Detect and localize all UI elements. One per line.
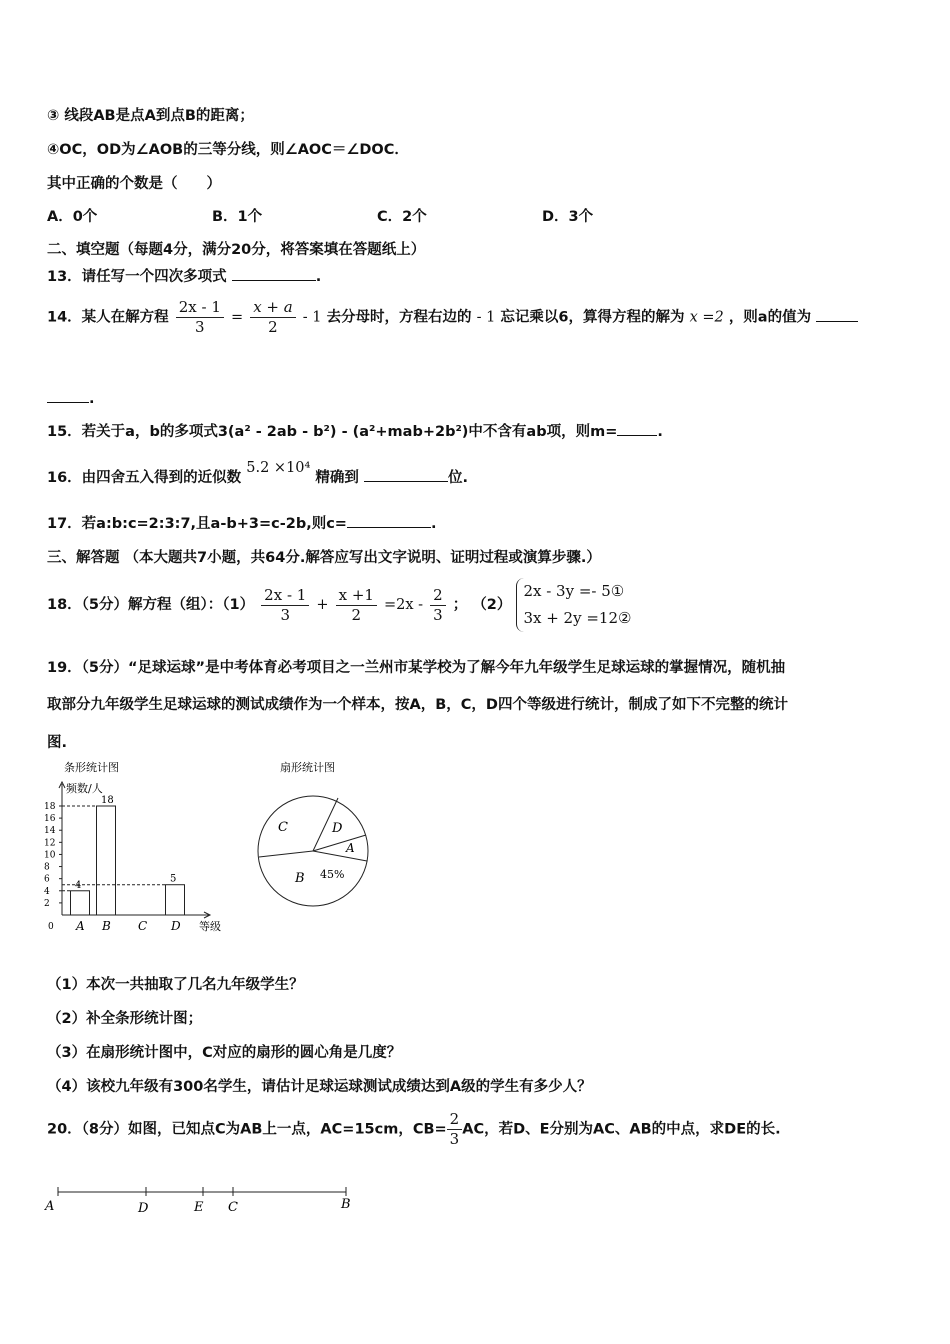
q12-option-d: D．3个 — [542, 209, 594, 225]
bar-category-label: C — [138, 919, 148, 933]
bar — [71, 891, 90, 915]
q12-statement-3: ③ 线段AB是点A到点B的距离； — [47, 108, 254, 124]
bar-chart-xlabel: 等级 — [199, 920, 221, 933]
question-14 — [47, 298, 858, 337]
question-18 — [47, 578, 631, 632]
pie-label-d: D — [332, 821, 343, 836]
bar-y-tick-label: 6 — [44, 874, 50, 885]
q19-question-4: （4）该校九年级有300名学生，请估计足球运球测试成绩达到A级的学生有多少人？ — [47, 1079, 592, 1095]
pie-label-a: A — [346, 841, 355, 855]
bar-y-tick-label: 4 — [44, 886, 50, 897]
pie-divider — [259, 851, 313, 857]
bar-chart — [42, 758, 237, 940]
pie-divider — [313, 835, 366, 851]
point-a: A — [45, 1199, 55, 1214]
q18-frac-3: $\frac{2}{3}$ — [430, 586, 446, 625]
q14-tail: ，则a的值为 — [728, 309, 812, 326]
q13-text: 13．请任写一个四次多项式 — [47, 269, 227, 285]
q16-answer-blank[interactable] — [364, 467, 448, 482]
q19-line-1: 19．（5分）“足球运球”是中考体育必考项目之一兰州市某学校为了解今年九年级学生足球运球的掌握情况，随机抽 — [47, 660, 786, 676]
bar-y-tick-label: 14 — [44, 826, 56, 837]
q15-answer-blank[interactable] — [617, 421, 657, 436]
bar-y-tick-label: 2 — [44, 898, 50, 909]
bar-y-tick-label: 0 — [48, 922, 54, 932]
q18-prefix: 18．（5分）解方程（组）：（1） — [47, 597, 255, 613]
bar-y-tick-label: 8 — [44, 862, 50, 873]
q14-mid: 去分母时，方程右边的 — [326, 309, 472, 326]
pie-label-c: C — [278, 820, 288, 835]
question-13 — [47, 265, 321, 286]
q18-plus: + — [316, 597, 329, 613]
bar-chart-title: 条形统计图 — [64, 761, 119, 774]
q18-eq1: 2x - 3y =- 5① — [523, 582, 625, 600]
q12-statement-4: ④OC，OD为∠AOB的三等分线，则∠AOC＝∠DOC． — [47, 142, 409, 158]
q19-line-2: 取部分九年级学生足球运球的测试成绩作为一个样本，按A，B，C，D四个等级进行统计，制成了如下不完整的统计 — [47, 697, 788, 713]
q12-prompt: 其中正确的个数是（ ） — [47, 176, 221, 192]
q19-question-1: （1）本次一共抽取了几名九年级学生？ — [47, 977, 304, 993]
point-d: D — [138, 1201, 149, 1216]
q18-part2: ； （2） — [452, 597, 512, 613]
q19-line-3: 图. — [47, 735, 68, 751]
bar-data-label: 18 — [101, 795, 114, 806]
q14-prefix: 14．某人在解方程 — [47, 309, 169, 326]
segment-figure — [40, 1184, 370, 1219]
q14-fraction-left: $\frac{2x - 1}{3}$ — [176, 298, 224, 337]
q20-prefix: 20．（8分）如图，已知点C为AB上一点，AC=15cm，CB= — [47, 1121, 447, 1138]
q18-eq2: 3x + 2y =12② — [523, 609, 632, 627]
q14-equals: = — [230, 309, 244, 326]
point-e: E — [194, 1200, 204, 1215]
q18-equation-system — [516, 578, 631, 632]
pie-annotation-b: 45% — [320, 868, 345, 881]
q13-answer-blank[interactable] — [232, 266, 316, 281]
q14-answer-blank[interactable] — [816, 307, 858, 322]
point-c: C — [228, 1200, 238, 1215]
q19-question-3: （3）在扇形统计图中，C对应的扇形的圆心角是几度？ — [47, 1045, 402, 1061]
question-17: 17．若a:b:c=2:3:7,且a-b+3=c-2b,则c= . — [47, 512, 436, 533]
q16-prefix: 16．由四舍五入得到的近似数 — [47, 470, 242, 486]
pie-label-b: B — [295, 871, 305, 886]
bar-category-label: D — [171, 919, 181, 933]
bar — [166, 885, 185, 915]
q20-suffix: AC，若D、E分别为AC、AB的中点，求DE的长. — [462, 1121, 781, 1138]
question-15: 15．若关于a，b的多项式3(a² - 2ab - b²) - (a²+mab+2b²)中不含有ab项，则m= . — [47, 420, 663, 441]
q19-question-2: （2）补全条形统计图； — [47, 1011, 203, 1027]
q14-continuation: . — [47, 388, 95, 407]
bar-y-tick-label: 16 — [44, 814, 56, 825]
q14-fraction-right: $\frac{x + a}{2}$ — [250, 298, 296, 337]
pie-divider — [313, 851, 367, 861]
q16-mid: 精确到 — [315, 470, 359, 486]
bar-y-tick-label: 18 — [44, 802, 56, 812]
bar — [97, 806, 116, 915]
bar-data-label: 5 — [170, 873, 177, 885]
q13-end: . — [315, 269, 322, 285]
q17-text: 17．若a:b:c=2:3:7,且a-b+3=c-2b,则c= — [47, 516, 347, 532]
q14-answer-blank-2[interactable] — [47, 388, 89, 403]
q18-frac-1: $\frac{2x - 1}{3}$ — [261, 586, 309, 625]
bar-chart-ylabel: 频数/人 — [66, 782, 103, 795]
q14-minus-one: - 1 — [302, 309, 322, 326]
bar-category-label: B — [102, 919, 111, 933]
bar-data-label: 4 — [75, 879, 82, 891]
section-3-heading: 三、解答题 （本大题共7小题，共64分.解答应写出文字说明、证明过程或演算步骤.） — [47, 550, 601, 566]
q18-eq: =2x - — [384, 597, 424, 613]
q12-option-c: C．2个 — [377, 209, 427, 225]
bar-y-tick-label: 12 — [44, 838, 56, 849]
question-20 — [47, 1110, 781, 1149]
q20-fraction: $\frac{2}{3}$ — [447, 1110, 463, 1149]
question-16: 16．由四舍五入得到的近似数 5.2 ×10⁴ 精确到 位. — [47, 460, 468, 486]
q18-frac-2: $\frac{x +1}{2}$ — [336, 586, 377, 625]
q15-text: 15．若关于a，b的多项式3(a² - 2ab - b²) - (a²+mab+2b²)中不含有ab项，则m= — [47, 424, 618, 440]
point-b: B — [341, 1197, 351, 1212]
bar-category-label: A — [76, 919, 85, 933]
q17-answer-blank[interactable] — [347, 513, 431, 528]
bar-y-tick-label: 10 — [44, 850, 56, 861]
q14-neg1: - 1 — [476, 309, 496, 326]
pie-chart — [250, 758, 380, 918]
q12-option-a: A．0个 — [47, 209, 98, 225]
q14-mid2: 忘记乘以6，算得方程的解为 — [500, 309, 685, 326]
pie-chart-title: 扇形统计图 — [280, 761, 335, 774]
section-2-heading: 二、填空题（每题4分，满分20分，将答案填在答题纸上） — [47, 242, 426, 258]
q16-number: 5.2 ×10⁴ — [246, 460, 311, 476]
q14-solution: x =2 — [689, 309, 724, 326]
q12-option-b: B．1个 — [212, 209, 263, 225]
